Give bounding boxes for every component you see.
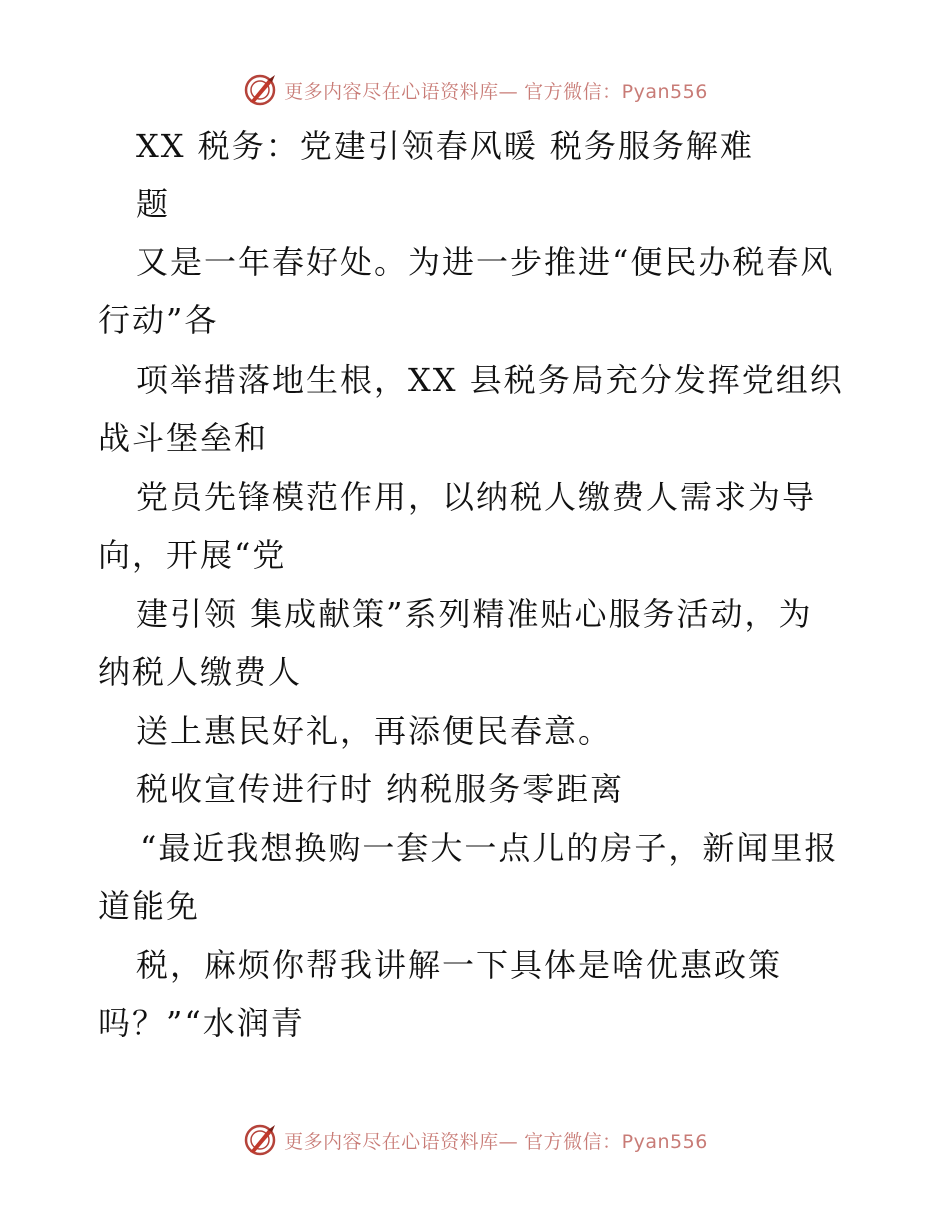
paragraph-line: “最近我想换购一套大一点儿的房子，新闻里报	[140, 829, 839, 867]
section-heading: 税收宣传进行时 纳税服务零距离	[136, 770, 625, 808]
doc-title-line-2: 题	[136, 185, 171, 223]
paragraph-line: 战斗堡垒和	[98, 419, 269, 457]
watermark-text: 更多内容尽在心语资料库—	[284, 80, 519, 103]
paragraph-line: 税，麻烦你帮我讲解一下具体是啥优惠政策	[136, 946, 783, 984]
watermark-wechat: 官方微信：Pyan556	[524, 80, 708, 103]
paragraph-line: 项举措落地生根，XX 县税务局充分发挥党组织	[136, 361, 844, 399]
quill-logo-icon	[242, 72, 278, 108]
paragraph-line: 又是一年春好处。为进一步推进“便民办税春风	[136, 243, 835, 281]
paragraph-line: 党员先锋模范作用，以纳税人缴费人需求为导	[136, 478, 817, 516]
quill-logo-icon	[242, 1122, 278, 1158]
paragraph-line: 送上惠民好礼，再添便民春意。	[136, 712, 613, 750]
watermark-text: 更多内容尽在心语资料库—	[284, 1130, 519, 1153]
paragraph-line: 向，开展“党	[98, 536, 287, 574]
paragraph-line: 纳税人缴费人	[98, 653, 303, 691]
header-watermark	[0, 70, 950, 110]
paragraph-line: 建引领 集成献策”系列精准贴心服务活动，为	[136, 595, 813, 633]
watermark-wechat: 官方微信：Pyan556	[524, 1130, 708, 1153]
paragraph-line: 吗？”“水润青	[98, 1004, 305, 1042]
paragraph-line: 道能免	[98, 887, 201, 925]
footer-watermark	[0, 1120, 950, 1160]
doc-title-line-1: XX 税务：党建引领春风暖 税务服务解难	[136, 127, 754, 165]
paragraph-line: 行动”各	[98, 301, 219, 339]
